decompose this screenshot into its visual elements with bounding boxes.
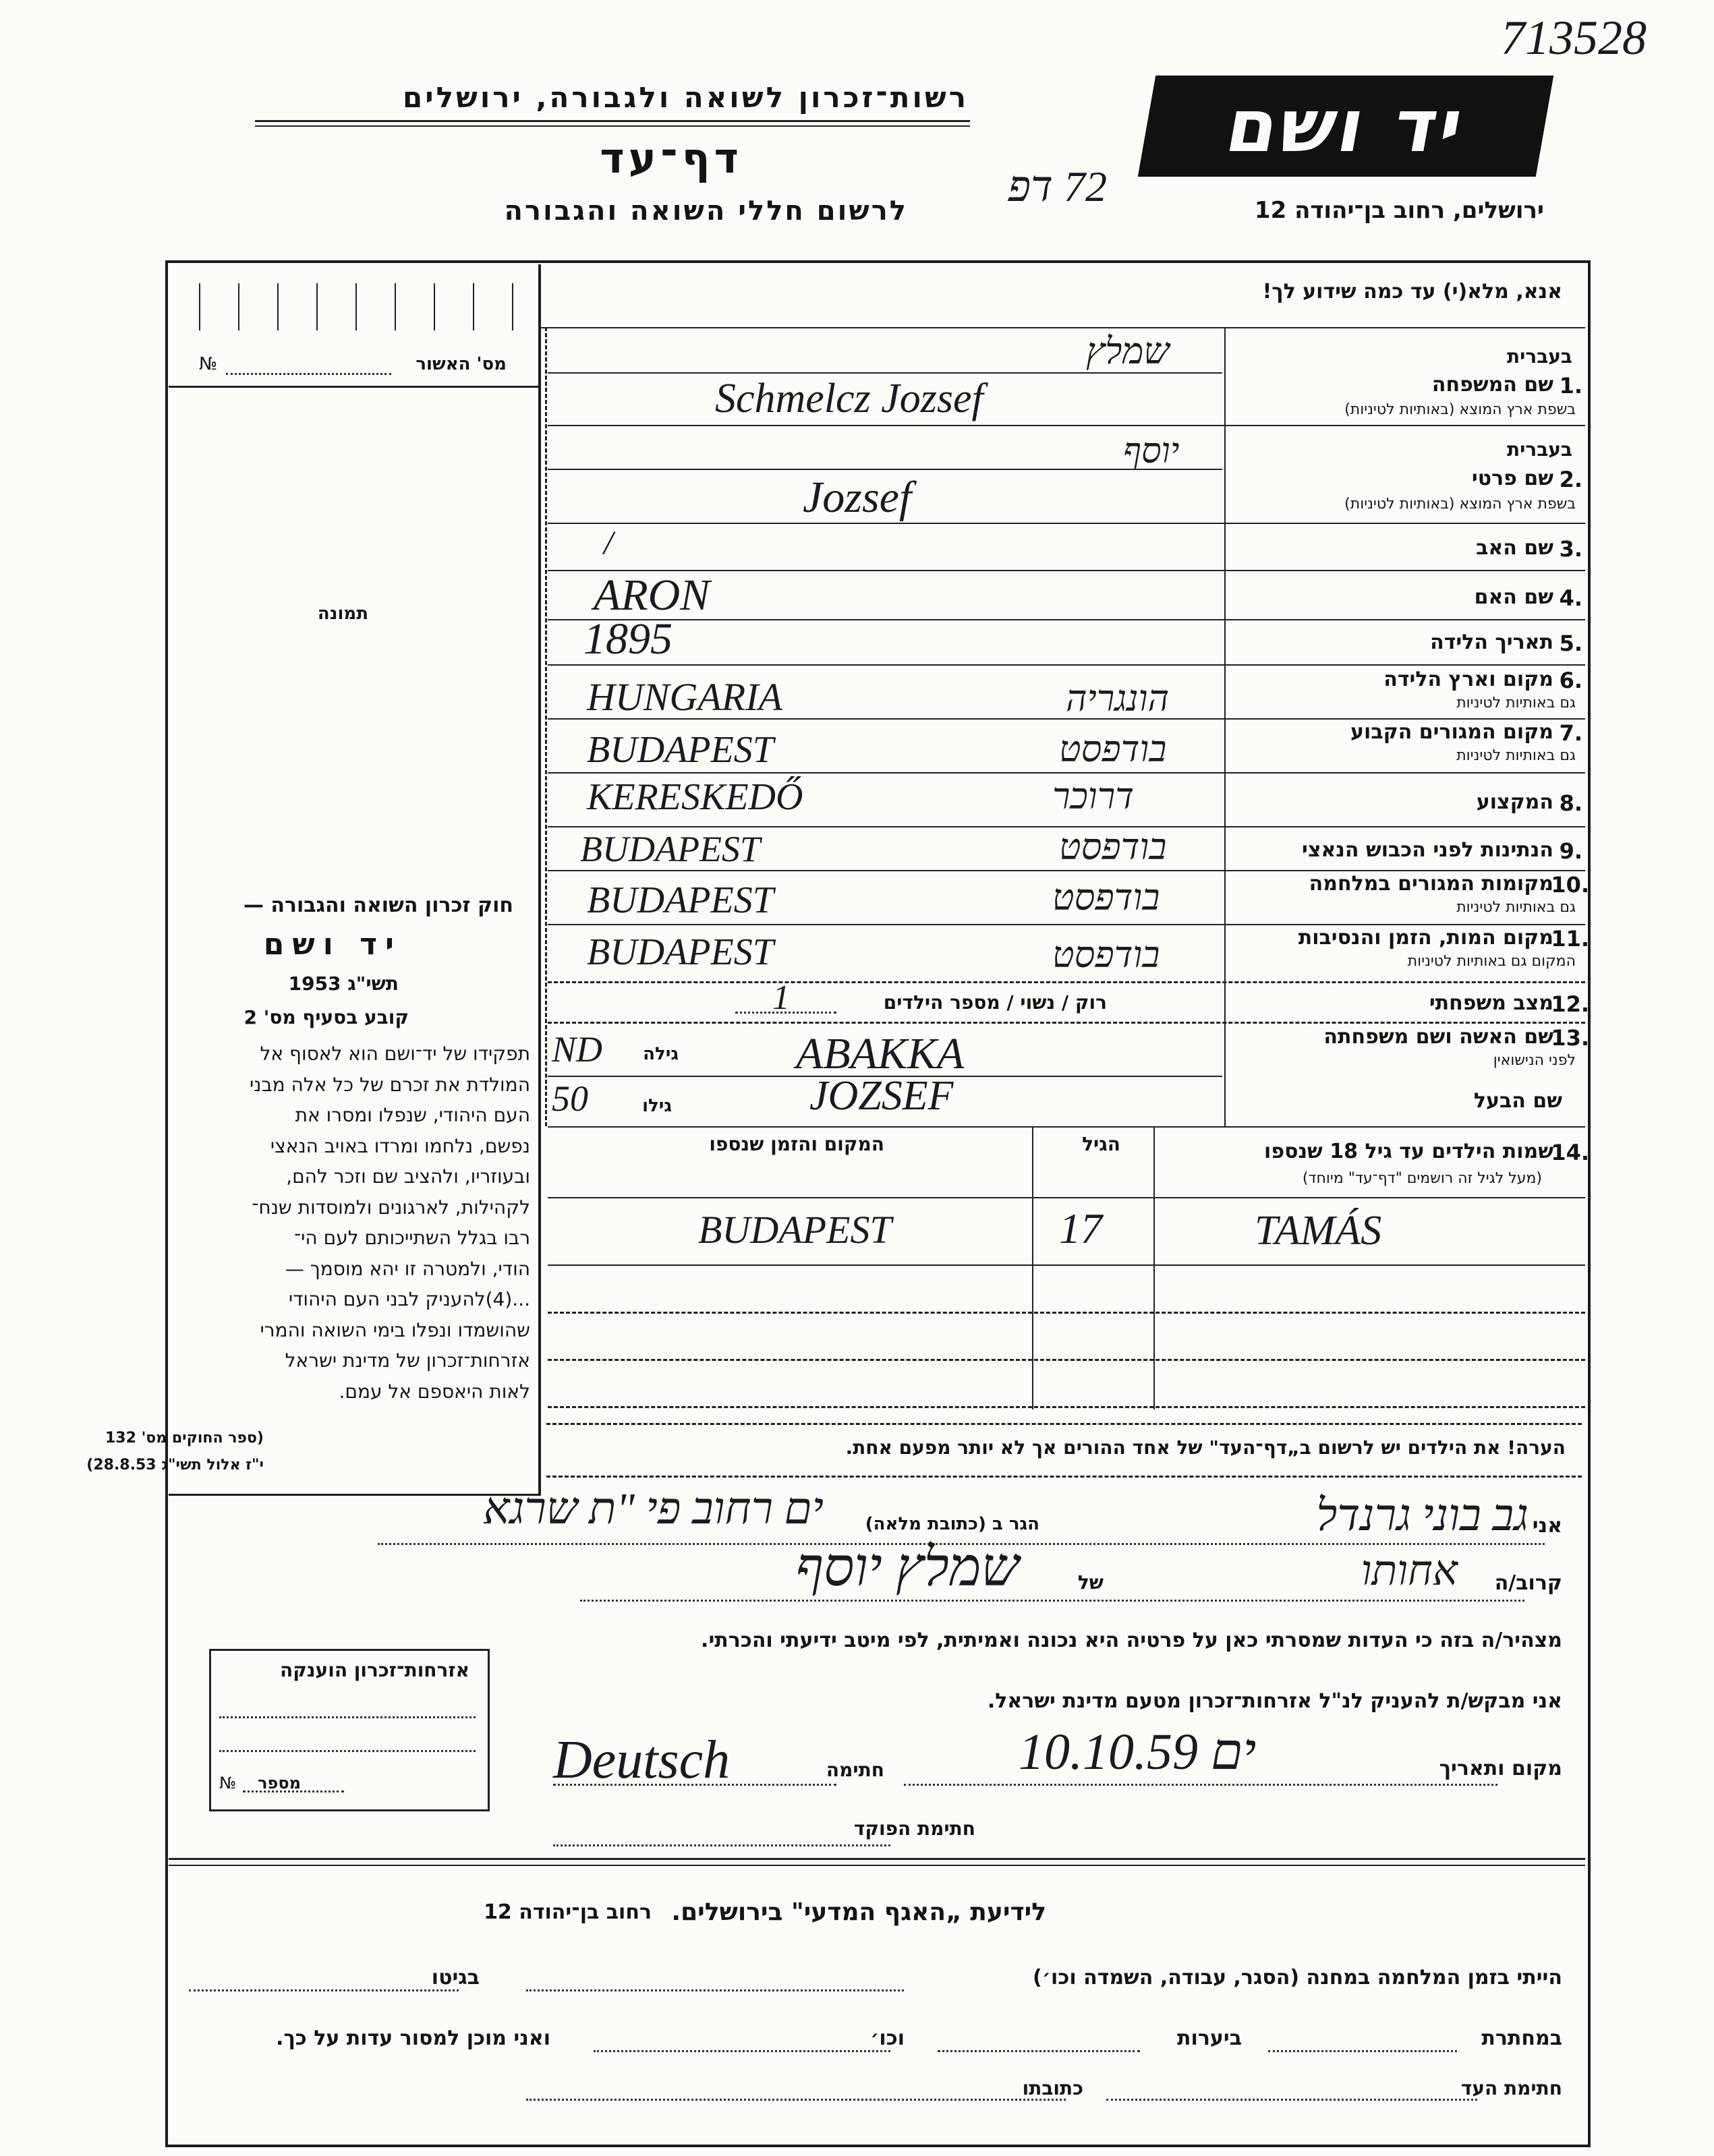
law-line: אזרחות־זכרון של מדינת ישראל [285, 1349, 530, 1372]
law-year: תשי"ג 1953 [288, 972, 399, 995]
f14-row-rule-3 [548, 1359, 1585, 1361]
f14-num: 14. [1551, 1140, 1589, 1165]
footer-line2a: במחתרת [1481, 2027, 1562, 2050]
law-line: שהושמדו ונפלו בימי השואה והמרי [260, 1318, 530, 1341]
law-line: נפשם, נלחמו ומרדו באויב הנאצי [270, 1134, 530, 1157]
f14-col-place: המקום והזמן שנספו [709, 1133, 884, 1155]
f7-rule [548, 772, 1585, 774]
place-date-value[interactable]: 10.10.59 ים [1019, 1724, 1257, 1780]
f12-rule [548, 1022, 1585, 1024]
husband-age-label: גילו [642, 1096, 672, 1116]
f2-heb-word: בעברית [1506, 438, 1572, 461]
f13-label: שם האשה ושם משפחתה [1323, 1025, 1553, 1049]
f12-options: רוק / נשוי / מספר הילדים [883, 991, 1107, 1014]
f5-label: תאריך הלידה [1430, 631, 1553, 654]
award-number-label: מספר [258, 1774, 301, 1793]
value-left-dash [545, 327, 547, 1126]
footer-line1a: הייתי בזמן המלחמה במחנה (הסגר, עבודה, השמדה וכו׳) [1033, 1966, 1562, 1989]
f5-num: 5. [1559, 631, 1582, 656]
f14-col-div-2 [1153, 1126, 1155, 1409]
husband-age[interactable]: 50 [552, 1078, 588, 1119]
footer-line1-dots-2[interactable] [189, 1989, 459, 1991]
intro-rule [540, 327, 1585, 328]
award-no-mark: № [219, 1774, 236, 1793]
f14-child-name[interactable]: TAMÁS [1255, 1208, 1382, 1254]
f7-sub: גם באותיות לטיניות [1456, 747, 1576, 764]
f10-num: 10. [1551, 872, 1589, 898]
logo-text: יד ושם [1220, 84, 1472, 169]
header-rule-2 [255, 125, 970, 127]
f10-label: מקומות המגורים במלחמה [1309, 872, 1553, 896]
living-label: הגר ב (כתובת מלאה) [865, 1514, 1039, 1534]
f6-rule [548, 718, 1585, 720]
f8-value-heb[interactable]: דרוכר [1052, 776, 1135, 817]
footer-line2-dots-1[interactable] [1268, 2050, 1457, 2052]
f9-label: הנתינות לפני הכבוש הנאצי [1302, 838, 1553, 862]
f11-num: 11. [1551, 926, 1589, 952]
relation-value[interactable]: אחותו [1361, 1548, 1458, 1594]
f7-value[interactable]: BUDAPEST [587, 729, 774, 771]
request: אני מבקש/ת להעניק לנ"ל אזרחות־זכרון מטעם מדינת ישראל. [987, 1689, 1562, 1713]
f1-rule [548, 425, 1585, 426]
husband-value[interactable]: JOZSEF [809, 1073, 954, 1119]
f5-rule [548, 664, 1585, 666]
form-purpose: לרשום חללי השואה והגבורה [504, 196, 908, 227]
f10-sub: גם באותיות לטיניות [1456, 899, 1576, 916]
f13-age-label: גילה [643, 1044, 679, 1064]
i-value[interactable]: גב בוני גרנדל [1316, 1491, 1529, 1540]
f1-rule-mid [548, 372, 1222, 374]
footer-title: לידיעת „האגף המדעי" בירושלים. [671, 1898, 1046, 1926]
law-line: ...(4)להעניק לבני העם היהודי [288, 1288, 530, 1310]
law-line: רבו בגלל השתייכותם לעם הי־ [294, 1227, 530, 1249]
f1-heb-word: בעברית [1506, 345, 1572, 368]
signature-label: חתימה [826, 1759, 884, 1781]
f11-value-heb[interactable]: בודפסט [1052, 935, 1160, 975]
address: ירושלים, רחוב בן־יהודה 12 [1254, 197, 1544, 224]
of-label: של [1077, 1571, 1104, 1594]
footer-line3b: כתובתו [1022, 2077, 1083, 2099]
footer-address: רחוב בן־יהודה 12 [484, 1900, 652, 1924]
law-line: המולדת את זכרם של כל אלה מבני [249, 1073, 530, 1096]
f6-value-heb[interactable]: הונגריה [1066, 678, 1170, 719]
f6-value[interactable]: HUNGARIA [587, 675, 782, 719]
footer-line2d: ואני מוכן למסור עדות על כך. [276, 2027, 550, 2050]
photo-label: תמונה [317, 604, 368, 624]
f10-value-heb[interactable]: בודפסט [1052, 877, 1160, 918]
footer-line2-dots-2[interactable] [938, 2050, 1140, 2052]
approval-no-mark: № [199, 354, 218, 374]
f14-row-rule-4 [548, 1406, 1585, 1408]
official-line [553, 1844, 890, 1846]
footer-line3-dots-1[interactable] [1106, 2099, 1477, 2101]
husband-rule [548, 1126, 1585, 1128]
award-line-3 [243, 1790, 344, 1793]
f11-sub: המקום גם באותיות לטיניות [1407, 953, 1576, 970]
relative-line [580, 1600, 1524, 1602]
sign-line-2 [553, 1784, 836, 1786]
f14-row-rule-2 [548, 1312, 1585, 1314]
law-line: ובעוזריו, ולהציב שם וזכר להם, [286, 1165, 530, 1188]
law-line: לקהילות, לארגונים ולמוסדות שנח־ [252, 1196, 530, 1219]
law-ref-1: (ספר החוקים מס' 132 [105, 1430, 264, 1447]
law-line: לאות היאספם אל עמם. [339, 1380, 530, 1403]
statement: מצהיר/ה בזה כי העדות שמסרתי כאן על פרטיה היא נכונה ואמיתית, לפי מיטב ידיעתי והכרתי. [701, 1629, 1562, 1652]
f1-sub: בשפת ארץ המוצא (באותיות לטיניות) [1344, 401, 1576, 418]
official-label: חתימת הפוקד [853, 1817, 975, 1840]
f10-rule [548, 924, 1585, 925]
f14-label: שמות הילדים עד גיל 18 שנספו [1264, 1140, 1553, 1163]
f8-label: המקצוע [1476, 790, 1553, 814]
award-box-title: אזרחות־זכרון הוענקה [280, 1659, 469, 1681]
f7-label: מקום המגורים הקבוע [1350, 720, 1553, 744]
f9-rule [548, 870, 1585, 871]
footer-line2c: וכו׳ [870, 2027, 905, 2050]
f3-value[interactable]: / [604, 523, 613, 561]
footer-line3-dots-2[interactable] [526, 2099, 1066, 2101]
award-line-1 [219, 1716, 476, 1718]
of-value[interactable]: שמלץ יוסף [795, 1538, 1019, 1598]
f8-value[interactable]: KERESKEDŐ [587, 776, 803, 818]
approval-rule [169, 386, 538, 388]
f7-num: 7. [1559, 720, 1582, 746]
footer-line3a: חתימת העד [1460, 2077, 1562, 2099]
f13-sub: לפני הנישואין [1493, 1052, 1576, 1069]
law-line: העם היהודי, שנפלו ומסרו את [295, 1104, 530, 1126]
f4-value[interactable]: ARON [594, 571, 710, 620]
f13-value[interactable]: ABAKKA [796, 1029, 965, 1078]
f6-num: 6. [1559, 668, 1582, 693]
f4-label: שם האם [1474, 585, 1553, 609]
f13-age[interactable]: ND [552, 1029, 603, 1070]
f11-value[interactable]: BUDAPEST [587, 931, 774, 973]
footer-separator-1 [169, 1858, 1585, 1860]
f2-value[interactable]: Jozsef [803, 473, 912, 522]
footer-line1-dots[interactable] [526, 1989, 904, 1991]
f3-label: שם האב [1476, 536, 1553, 560]
law-line: תפקידו של יד־ושם הוא לאסוף אל [260, 1043, 530, 1065]
i-label: אני [1532, 1514, 1562, 1538]
signature-value[interactable]: Deutsch [553, 1730, 731, 1790]
f14-sub: (מעל לגיל זה רושמים "דף־עד" מיוחד) [1302, 1170, 1542, 1187]
f10-value[interactable]: BUDAPEST [587, 879, 774, 921]
f6-label: מקום וארץ הלידה [1383, 668, 1553, 691]
footer-separator-2 [169, 1865, 1585, 1866]
law-section: קובע בסעיף מס' 2 [244, 1006, 409, 1028]
f9-value-heb[interactable]: בודפסט [1059, 827, 1167, 867]
form-name: דף־עד [600, 134, 743, 183]
yad-vashem-logo [1138, 76, 1553, 177]
f9-value[interactable]: BUDAPEST [580, 829, 760, 869]
f2-sub: בשפת ארץ המוצא (באותיות לטיניות) [1344, 496, 1576, 513]
f14-col-div-1 [1032, 1126, 1033, 1409]
f14-child-age[interactable]: 17 [1059, 1204, 1102, 1252]
f14-child-place[interactable]: BUDAPEST [698, 1208, 892, 1252]
f2-num: 2. [1559, 467, 1582, 492]
approval-number-boxes[interactable] [199, 283, 530, 330]
f12-label: מצב משפחתי [1429, 991, 1553, 1015]
f11-label: מקום המות, הזמן והנסיבות [1298, 926, 1553, 950]
footer-line2b: ביערות [1177, 2027, 1242, 2050]
f14-col-age: הגיל [1082, 1133, 1120, 1155]
label-column-divider [1224, 327, 1226, 1126]
award-line-2 [219, 1750, 476, 1752]
header-rule-1 [255, 120, 970, 122]
relative-label: קרוב/ה [1494, 1571, 1562, 1595]
f4-num: 4. [1559, 585, 1582, 611]
f11-rule [548, 981, 1585, 983]
place-date-label: מקום ותאריך [1439, 1757, 1562, 1780]
living-value[interactable]: ים רחוב פי "ת שרגא [482, 1484, 824, 1534]
f2-rule-mid [548, 469, 1222, 470]
law-ref-2: י"ז אלול תשי"ג 28.8.53) [86, 1457, 264, 1474]
approval-line[interactable] [226, 373, 391, 375]
f9-num: 9. [1559, 838, 1582, 864]
law-name: יד ושם [263, 927, 402, 962]
f12-children-line [735, 1012, 836, 1014]
f6-sub: גם באותיות לטיניות [1456, 695, 1576, 711]
f1-value[interactable]: Schmelcz Jozsef [715, 376, 983, 421]
f7-value-heb[interactable]: בודפסט [1059, 729, 1167, 769]
husband-label: שם הבעל [1473, 1089, 1562, 1113]
f14-header-rule [548, 1197, 1585, 1198]
f4-rule [548, 619, 1585, 620]
f1-label: שם המשפחה [1431, 373, 1553, 397]
f13-num: 13. [1551, 1025, 1589, 1051]
f2-label: שם פרטי [1471, 467, 1553, 490]
f12-children[interactable]: 1 [772, 979, 790, 1017]
intro-text: אנא, מלא(י) עד כמה שידוע לך! [1262, 280, 1562, 303]
f2-value-heb[interactable]: יוסף [1123, 432, 1180, 471]
handwritten-72: 72 דפ [1008, 163, 1107, 210]
f14-row-rule-1 [548, 1264, 1585, 1266]
f2-rule [548, 523, 1585, 524]
f8-num: 8. [1559, 790, 1582, 816]
archive-number: 713528 [1501, 11, 1647, 65]
f12-num: 12. [1551, 991, 1589, 1017]
approval-label: מס' האשור [416, 354, 507, 374]
law-text [179, 1039, 530, 1407]
footer-line1b: בגיטו [431, 1966, 480, 1989]
f5-value[interactable]: 1895 [583, 614, 673, 664]
f1-value-heb[interactable]: שמלץ [1086, 331, 1170, 372]
authority-title: רשות־זכרון לשואה ולגבורה, ירושלים [402, 81, 969, 114]
f3-num: 3. [1559, 536, 1582, 562]
note-text: הערה! את הילדים יש לרשום ב„דף־העד" של אחד ההורים אך לא יותר מפעם אחת. [845, 1436, 1566, 1459]
law-title: חוק זכרון השואה והגבורה — [243, 894, 513, 917]
sign-line [904, 1784, 1497, 1786]
f1-num: 1. [1559, 373, 1582, 399]
footer-line2-dots-3[interactable] [594, 2050, 890, 2052]
law-line: הודי, ולמטרה זו יהא מוסמך — [285, 1257, 530, 1280]
